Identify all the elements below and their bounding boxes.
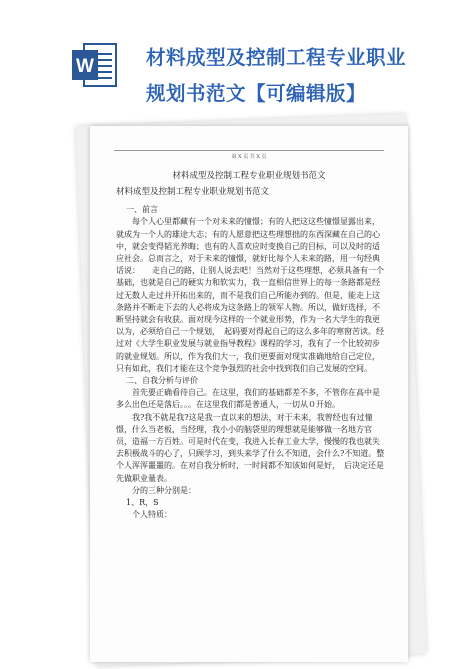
section-heading-self-analysis: 二、自我分析与评价 [126, 376, 198, 386]
banner-title-line1: 材料成型及控制工程专业职业 [146, 46, 407, 69]
banner-title [146, 40, 464, 112]
document-page [90, 126, 408, 662]
header-rule [114, 150, 384, 151]
document-subtitle: 材料成型及控制工程专业职业规划书范文 [116, 187, 270, 197]
paragraph-traits: 个人特质： [132, 510, 172, 520]
paragraph-preface: 每个人心里都藏有一个对未来的憧憬；有的人把这这些憧憬显露出来，就成为一个人的雄途大志；有的人愿意把这些理想拙的东西深藏在自己的心中，就会变得韬光养晦；也有的人喜欢应时变换自己的目标，可以及时的适应社会。总而言之，对于未来的憧憬，就好比每个人未来的路，用一句经典话说： 走自己的路，让别人说去吧！当然对于这些理想，必须具备有一个基础，也就是自己的硬实力和软实力，我一直相信世界上的每一条路都是经过无数人走过并开拓出来的，而不是我们自己所能办到的。但是，能走上这条路并不断走下去的人必将成为这条路上的领军人物。所以，做好选择，不断坚持就会有收获。面对现今这样的一个就业形势，作为一名大学生的我更以为，必须给自己一个规划， 起码要对得起自己的这么多年的寒窗苦读。经过对《大学生职业发展与就业指导教程》课程的学习，我有了一个比较初步的就业规划。所以，作为我们大一，我们更要面对现实准确地给自己定位，只有如此，我们才能在这个竞争强烈的社会中找到我们自己发展的空间。 [116, 217, 384, 373]
page-number: 第 X 页 共 X 页 [231, 154, 267, 160]
word-document-icon [70, 40, 120, 90]
paragraph-self-view: 首先要正确看待自己。在这里，我们的基础都差不多，不管你在高中是多么出色还是落后。。。在这里我们都是普通人，一切从０开始。 [116, 388, 380, 410]
section-heading-preface: 一、前言 [126, 205, 158, 215]
banner-title-line2: 规划书范文【可编辑版】 [146, 82, 367, 105]
banner [0, 0, 474, 130]
paragraph-self-reflection: 我?我不就是我?这是我一直以来的想法，对于未来，我曾经也有过憧憬，什么当老板，当经理，我小小的脑袋里的理想就是能够做一名地方官员，造福一方百姓。可是时代在变，我进入长春工业大学，慢慢的我也就失去积极战斗的心了，只顾学习，到头来学了什么不知道，会什么?不知道。整个人浑浑噩噩的。在对自我分析时，一时间都不知该如何是好， 后决定还是先做职业量表。 [116, 412, 385, 483]
document-header-title: 材料成型及控制工程专业职业规划书范文 [172, 171, 326, 181]
list-item: 1、R，S [126, 498, 159, 508]
paragraph-scores: 分的三种分别是： [132, 485, 196, 495]
word-logo-letter: W [76, 56, 94, 77]
document-body [116, 186, 386, 521]
